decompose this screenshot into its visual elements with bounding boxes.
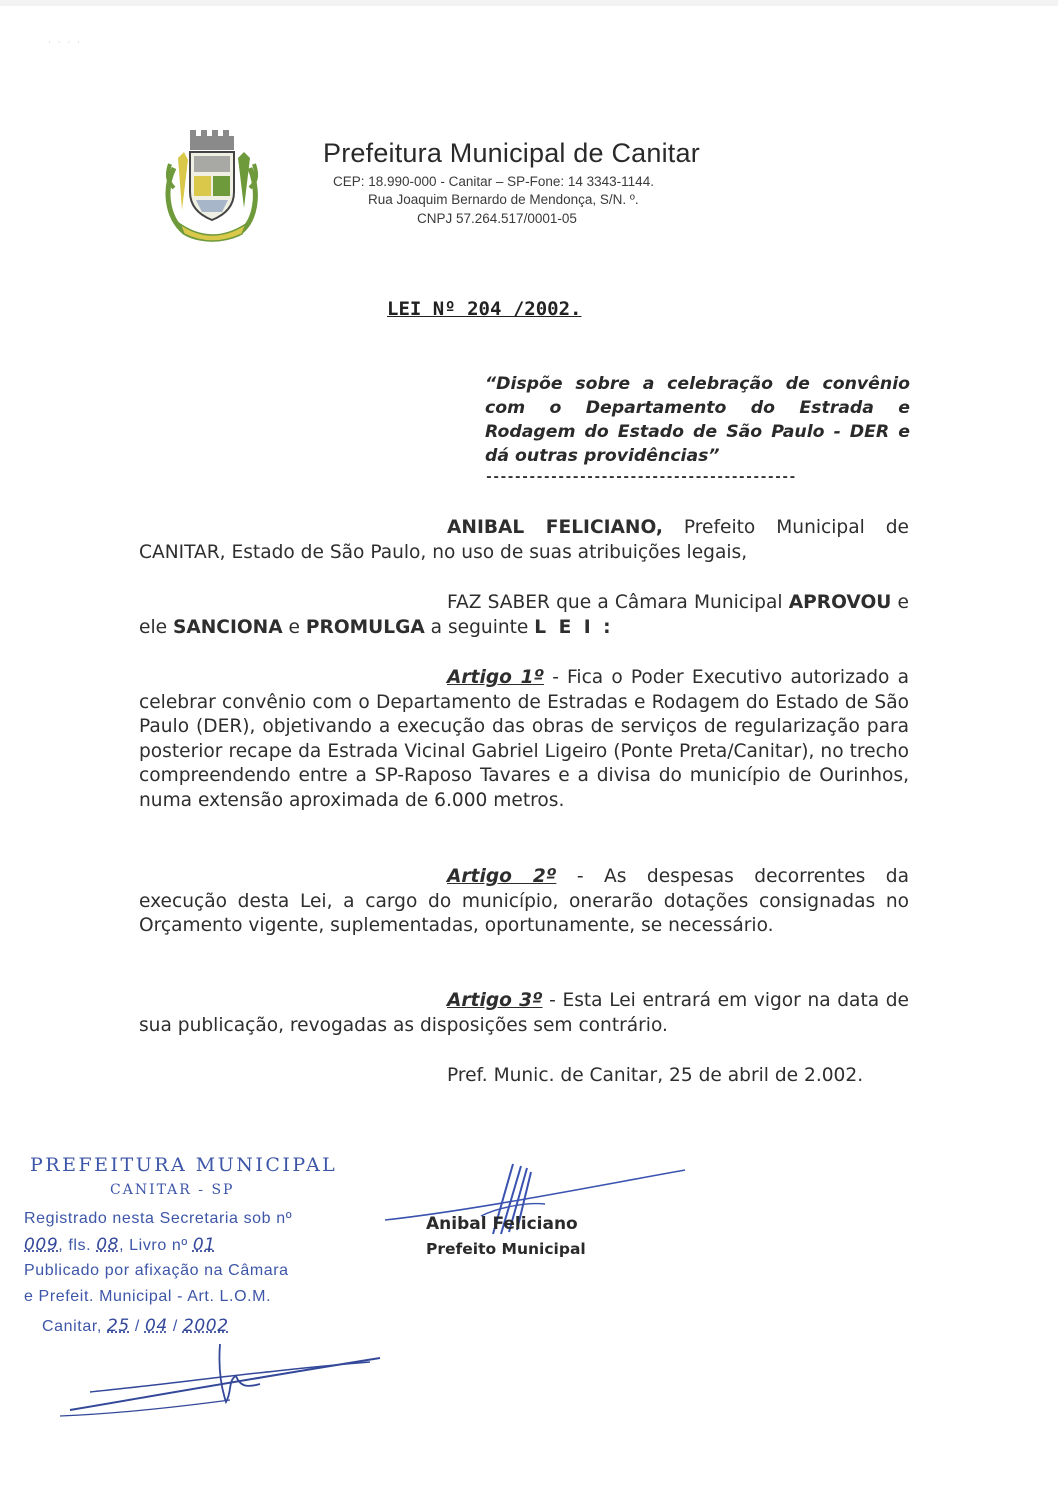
stamp-date-line: Canitar, 25 / 04 / 2002 (42, 1316, 229, 1336)
approved-word: APROVOU (788, 592, 892, 613)
org-address-line: CEP: 18.990-000 - Canitar – SP-Fone: 14 3343-1144. (333, 174, 654, 189)
article-1 (139, 666, 909, 814)
ementa-divider: ------------------------------------------- (485, 470, 796, 485)
article-3 (139, 989, 909, 1038)
law-ementa: “Dispõe sobre a celebração de convênio com o Departamento do Estrada e Rodagem do Estado de São Paulo - DER e dá outras providências” (485, 374, 910, 466)
org-street-line: Rua Joaquim Bernardo de Mendonça, S/N. º. (368, 192, 639, 207)
promulgation-connector: e ele (139, 592, 909, 638)
stamp-reg-number: 009 (24, 1235, 59, 1255)
promulgates-word: PROMULGA (305, 616, 425, 638)
registration-stamp (20, 1150, 380, 1430)
stamp-fls-label: , fls. (58, 1237, 92, 1254)
sanctions-word: SANCIONA (172, 616, 283, 638)
preamble-paragraph (139, 516, 909, 565)
org-cnpj-line: CNPJ 57.264.517/0001-05 (417, 211, 577, 226)
stamp-livro-value: 01 (192, 1235, 216, 1255)
law-title: LEI Nº 204 /2002. (387, 298, 582, 320)
article-2 (139, 865, 909, 939)
stamp-subtitle: CANITAR - SP (110, 1182, 235, 1198)
stamp-year: 2002 (182, 1316, 229, 1336)
stamp-month: 04 (144, 1316, 168, 1336)
stamp-livro-label: , Livro nº (119, 1237, 188, 1254)
article-1-text: - Fica o Poder Executivo autorizado a celebrar convênio com o Departamento de Estradas e Rodagem do Estado de São Paulo (DER), objetivando a execução das obras de serviços de regularização para posterior recape da Estrada Vicinal Gabriel Ligeiro (Ponte Preta/Canitar), no trecho compreendendo entre a SP-Raposo Tavares e a divisa do município de Ourinhos, numa extensão aproximada de 6.000 metros. (139, 667, 909, 811)
stamp-book-line (24, 1235, 216, 1255)
lei-word: L E I : (534, 616, 614, 638)
stamp-city: Canitar, (42, 1318, 102, 1335)
stamp-fls-value: 08 (96, 1235, 120, 1255)
mayor-name: ANIBAL FELICIANO, (447, 517, 663, 538)
article-3-text: - Esta Lei entrará em vigor na data de sua publicação, revogadas as disposições sem contrário. (139, 990, 909, 1036)
promulgation-connector: e (282, 616, 306, 638)
stamp-registered-line: Registrado nesta Secretaria sob nº (24, 1210, 293, 1227)
stamp-article-line: e Prefeit. Municipal - Art. L.O.M. (24, 1288, 272, 1305)
municipal-crest-icon (160, 128, 264, 244)
closing-date: Pref. Munic. de Canitar, 25 de abril de 2.002. (447, 1065, 864, 1086)
signer-name: Anibal Feliciano (426, 1214, 578, 1234)
article-2-text: - As despesas decorrentes da execução desta Lei, a cargo do município, onerarão dotações consignadas no Orçamento vigente, suplementadas, oportunamente, se necessário. (139, 866, 910, 937)
promulgation-paragraph (139, 591, 909, 640)
signer-title: Prefeito Municipal (426, 1240, 586, 1258)
stamp-published-line: Publicado por afixação na Câmara (24, 1262, 289, 1279)
promulgation-connector: a seguinte (424, 616, 535, 638)
org-name: Prefeitura Municipal de Canitar (323, 138, 700, 168)
scan-artifact: · · · · (48, 38, 83, 48)
article-2-label: Artigo 2º (447, 866, 557, 887)
stamp-signature-icon (50, 1340, 390, 1420)
scan-edge (0, 0, 1058, 6)
promulgation-lead: FAZ SABER que a Câmara Municipal (447, 592, 789, 613)
article-3-label: Artigo 3º (447, 990, 543, 1011)
article-1-label: Artigo 1º (447, 667, 545, 688)
preamble-text: Prefeito Municipal de CANITAR, Estado de São Paulo, no uso de suas atribuições legais, (139, 517, 909, 563)
stamp-title: PREFEITURA MUNICIPAL (30, 1154, 338, 1176)
stamp-day: 25 (107, 1316, 130, 1336)
